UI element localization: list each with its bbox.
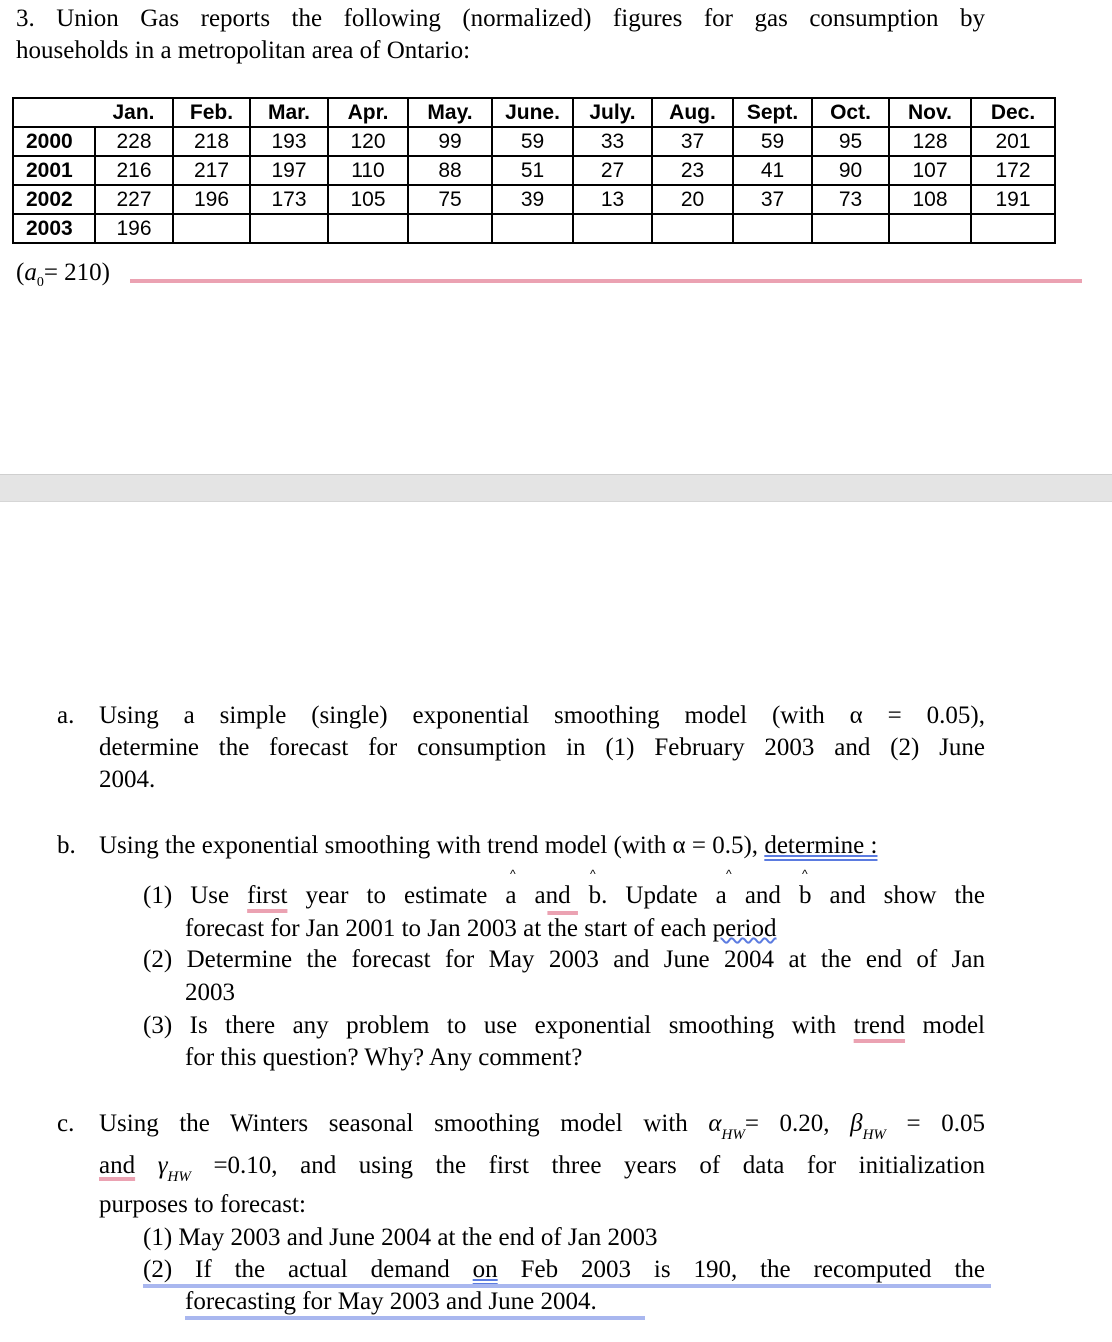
part-b-item-2-line-1: (2) Determine the forecast for May 2003 and June 2004 at the end of Jan	[143, 946, 985, 973]
value-cell: 90	[812, 156, 889, 185]
part-a-label: a.	[57, 702, 75, 729]
part-b-item-1-line-1: (1) Use first year to estimate a and b. Update a and b and show the	[143, 882, 986, 909]
page-separator	[0, 474, 1112, 502]
value-cell: 172	[971, 156, 1055, 185]
value-cell: 95	[812, 127, 889, 156]
value-cell: 13	[573, 185, 652, 214]
month-header: Mar.	[250, 98, 328, 127]
value-cell	[408, 214, 492, 243]
part-b-item-1-line-2: forecast for Jan 2001 to Jan 2003 at $\overline{the}$ start of each period	[185, 915, 777, 942]
value-cell: 59	[733, 127, 812, 156]
part-b-item-3-line-2: for this question? Why? Any comment?	[185, 1044, 583, 1071]
value-cell: 73	[812, 185, 889, 214]
value-cell: 218	[173, 127, 250, 156]
month-header: Dec.	[971, 98, 1055, 127]
value-cell: 108	[889, 185, 971, 214]
table-row	[13, 127, 1055, 156]
year-cell: 2003	[13, 214, 95, 243]
value-cell	[328, 214, 408, 243]
part-c-line-3: purposes to forecast:	[99, 1191, 306, 1218]
value-cell: 37	[652, 127, 733, 156]
value-cell	[573, 214, 652, 243]
hat-symbol: ^	[802, 867, 808, 881]
table-header-row	[13, 98, 1055, 127]
determine-link: determine :	[764, 832, 878, 859]
value-cell: 216	[95, 156, 173, 185]
year-cell: 2000	[13, 127, 95, 156]
value-cell	[971, 214, 1055, 243]
value-cell: 99	[408, 127, 492, 156]
part-c-line-2: and $\gamma_{HW} =0.10$, and using the first three years of data for initialization	[99, 1152, 986, 1185]
month-header: Nov.	[889, 98, 971, 127]
year-cell: 2001	[13, 156, 95, 185]
part-a-line-1: Using a simple (single) exponential smoothing model (with α = 0.05),	[99, 702, 985, 729]
value-cell: 39	[492, 185, 573, 214]
intro-line-2: households in a metropolitan area of Ontario:	[16, 37, 471, 64]
value-cell: 173	[250, 185, 328, 214]
value-cell	[652, 214, 733, 243]
value-cell: 37	[733, 185, 812, 214]
part-c-item-2-line-2: forecasting for May 2003 and June 2004.	[185, 1288, 597, 1315]
hat-symbol: ^	[510, 867, 516, 881]
value-cell: 33	[573, 127, 652, 156]
part-c-label: c.	[57, 1110, 75, 1137]
part-c-item-2-line-1: (2) If the actual demand on Feb 2003 is 190, the recomputed the	[143, 1256, 985, 1283]
month-header: Jan.	[95, 98, 173, 127]
value-cell: 197	[250, 156, 328, 185]
value-cell: 20	[652, 185, 733, 214]
hat-symbol: ^	[590, 867, 596, 881]
value-cell: 196	[95, 214, 173, 243]
value-cell: 191	[971, 185, 1055, 214]
value-cell: 128	[889, 127, 971, 156]
value-cell	[889, 214, 971, 243]
value-cell: 217	[173, 156, 250, 185]
hat-symbol: ^	[726, 867, 732, 881]
part-c-item-1: (1) May 2003 and June 2004 at the end of Jan 2003	[143, 1224, 658, 1251]
value-cell: 120	[328, 127, 408, 156]
value-cell	[492, 214, 573, 243]
month-header: July.	[573, 98, 652, 127]
value-cell: 110	[328, 156, 408, 185]
value-cell: 227	[95, 185, 173, 214]
value-cell: 88	[408, 156, 492, 185]
part-a-line-3: 2004.	[99, 766, 156, 793]
value-cell: 23	[652, 156, 733, 185]
value-cell	[173, 214, 250, 243]
value-cell	[250, 214, 328, 243]
value-cell: 193	[250, 127, 328, 156]
month-header: Feb.	[173, 98, 250, 127]
part-a-line-2: determine the forecast for consumption in (1) February 2003 and (2) June	[99, 734, 985, 761]
month-header: Oct.	[812, 98, 889, 127]
value-cell: 51	[492, 156, 573, 185]
value-cell	[733, 214, 812, 243]
table-row	[13, 156, 1055, 185]
part-b-intro: Using the exponential smoothing with trend model (with α = 0.5), determine :	[99, 832, 878, 859]
value-cell	[812, 214, 889, 243]
value-cell: 105	[328, 185, 408, 214]
part-c-line-1: Using the Winters seasonal smoothing model with $\alpha_{HW}= 0.20$, $\beta_{HW} = 0.05$	[99, 1110, 985, 1143]
value-cell: 41	[733, 156, 812, 185]
month-header: June.	[492, 98, 573, 127]
value-cell: 228	[95, 127, 173, 156]
value-cell: 196	[173, 185, 250, 214]
intro-line-1: 3. Union Gas reports the following (normalized) figures for gas consumption by	[16, 5, 985, 32]
gas-consumption-table	[12, 97, 1056, 244]
year-cell: 2002	[13, 185, 95, 214]
blue-highlight-line	[185, 1316, 645, 1320]
part-b-item-3-line-1: (3) Is there any problem to use exponential smoothing with trend model	[143, 1012, 985, 1039]
month-header: Apr.	[328, 98, 408, 127]
month-header: May.	[408, 98, 492, 127]
part-b-label: b.	[57, 832, 76, 859]
month-header: Aug.	[652, 98, 733, 127]
value-cell: 107	[889, 156, 971, 185]
table-row	[13, 214, 1055, 243]
table-row	[13, 185, 1055, 214]
value-cell: 75	[408, 185, 492, 214]
part-b-item-2-line-2: 2003	[185, 979, 235, 1006]
value-cell: 27	[573, 156, 652, 185]
value-cell: 59	[492, 127, 573, 156]
value-cell: 201	[971, 127, 1055, 156]
pink-highlight-line	[130, 279, 1082, 283]
initial-value-note: $(a_0= 210)$	[16, 259, 111, 290]
month-header: Sept.	[733, 98, 812, 127]
